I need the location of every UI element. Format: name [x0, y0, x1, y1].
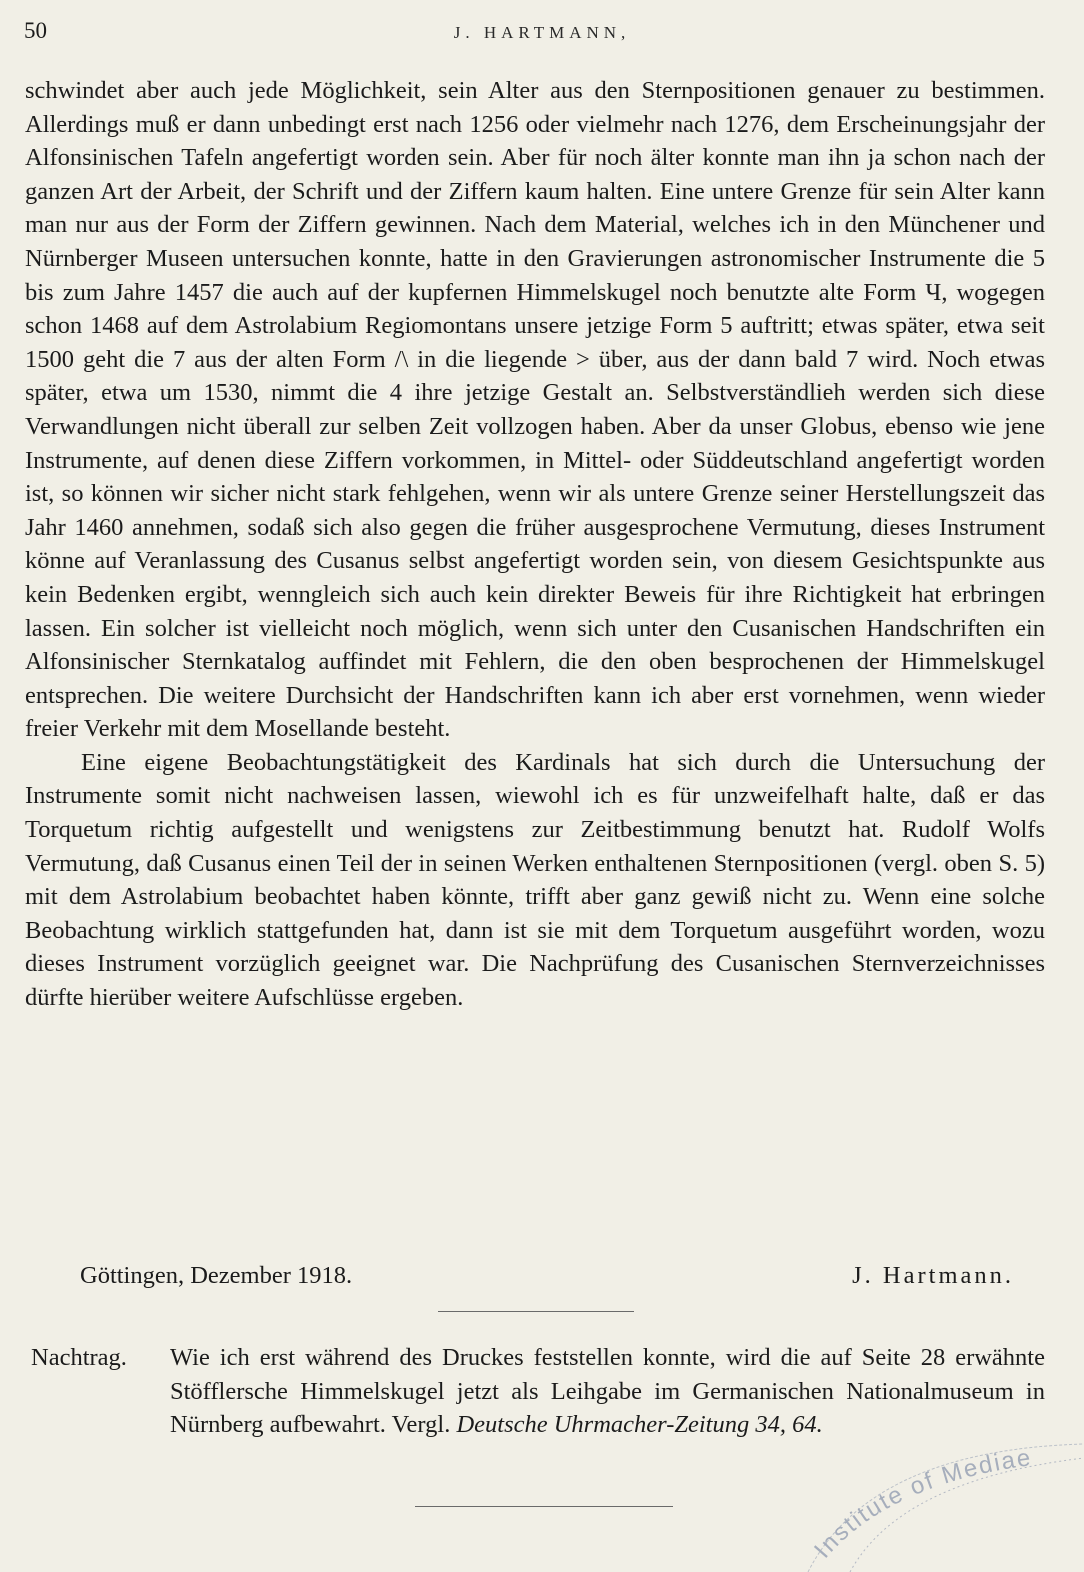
- footer-divider: [415, 1506, 673, 1507]
- stamp-text: Institute of Mediae: [809, 1444, 1034, 1564]
- place-date: Göttingen, Dezember 1918.: [80, 1262, 353, 1289]
- signoff: [80, 1262, 1014, 1296]
- running-head-author: J. HARTMANN,: [453, 23, 631, 42]
- addendum-note: [31, 1341, 1045, 1442]
- library-stamp: [790, 1440, 1084, 1572]
- running-head: [24, 18, 1060, 52]
- stamp-graphic: [790, 1440, 1084, 1572]
- citation-journal: Deutsche Uhrmacher-Zeitung: [456, 1411, 750, 1439]
- addendum-label: Nachtrag.: [31, 1344, 127, 1371]
- citation-reference: 34, 64.: [749, 1411, 823, 1439]
- addendum-text: Wie ich erst während des Druckes feststellen konnte, wird die auf Seite 28 erwähnte Stöfflersche Himmelskugel jetzt als Leihgabe im Germanischen Nationalmuseum in Nürnberg aufbewahrt. Vergl.: [170, 1344, 1045, 1439]
- paragraph-1: schwindet aber auch jede Möglichkeit, sein Alter aus den Sternpositionen genauer zu bestimmen. Allerdings muß er dann unbedingt erst nach 1256 oder vielmehr nach 1276, dem Erscheinungsjahr der Alfonsinischen Tafeln angefertigt worden sein. Aber für noch älter konnte man ihn ja schon nach der ganzen Art der Arbeit, der Schrift und der Ziffern kaum halten. Eine untere Grenze für sein Alter kann man nur aus der Form der Ziffern gewinnen. Nach dem Material, welches ich in den Münchener und Nürnberger Museen untersuchen konnte, hatte in den Gravierungen astronomischer Instrumente die 5 bis zum Jahre 1457 die auch auf der kupfernen Himmelskugel noch benutzte alte Form Ч, wogegen schon 1468 auf dem Astrolabium Regiomontans unsere jetzige Form 5 auftritt; etwas später, etwa seit 1500 geht die 7 aus der alten Form /\ in die liegende > über, aus der dann bald 7 wird. Noch etwas später, etwa um 1530, nimmt die 4 ihre jetzige Gestalt an. Selbstverständlieh werden sich diese Verwandlungen nicht überall zur selben Zeit vollzogen haben. Aber da unser Globus, ebenso wie jene Instrumente, auf denen diese Ziffern vorkommen, in Mittel- oder Süddeutschland angefertigt worden ist, so können wir sicher nicht stark fehlgehen, wenn wir als untere Grenze seiner Herstellungszeit das Jahr 1460 annehmen, sodaß sich also gegen die früher ausgesprochene Vermutung, dieses Instrument könne auf Veranlassung des Cusanus selbst angefertigt worden sein, von diesem Gesichtspunkte aus kein Bedenken ergibt, wenngleich sich auch kein direkter Beweis für ihre Richtigkeit hat erbringen lassen. Ein solcher ist vielleicht noch möglich, wenn sich unter den Cusanischen Handschriften ein Alfonsinischer Sternkatalog auffindet mit Fehlern, die den oben besprochenen der Himmelskugel entsprechen. Die weitere Durchsicht der Handschriften kann ich aber erst vornehmen, wenn wieder freier Verkehr mit dem Mosellande besteht.: [25, 77, 1045, 743]
- addendum-body: [170, 1341, 1045, 1442]
- author-signature: J. Hartmann.: [852, 1262, 1014, 1289]
- section-divider: [438, 1311, 634, 1312]
- paragraph-2: Eine eigene Beobachtungstätigkeit des Kardinals hat sich durch die Untersuchung der Instrumente somit nicht nachweisen lassen, wiewohl ich es für unzweifelhaft halte, daß er das Torquetum richtig aufgestellt und wenigstens zur Zeitbestimmung benutzt hat. Rudolf Wolfs Vermutung, daß Cusanus einen Teil der in seinen Werken enthaltenen Sternpositionen (vergl. oben S. 5) mit dem Astrolabium beobachtet haben könnte, trifft aber ganz gewiß nicht zu. Wenn eine solche Beobachtung wirklich stattgefunden hat, dann ist sie mit dem Torquetum ausgeführt worden, wozu dieses Instrument vorzüglich geeignet war. Die Nachprüfung des Cusanischen Sternverzeichnisses dürfte hierüber weitere Aufschlüsse ergeben.: [25, 748, 1045, 1012]
- page-number: 50: [24, 18, 47, 43]
- body-text: [25, 74, 1045, 1015]
